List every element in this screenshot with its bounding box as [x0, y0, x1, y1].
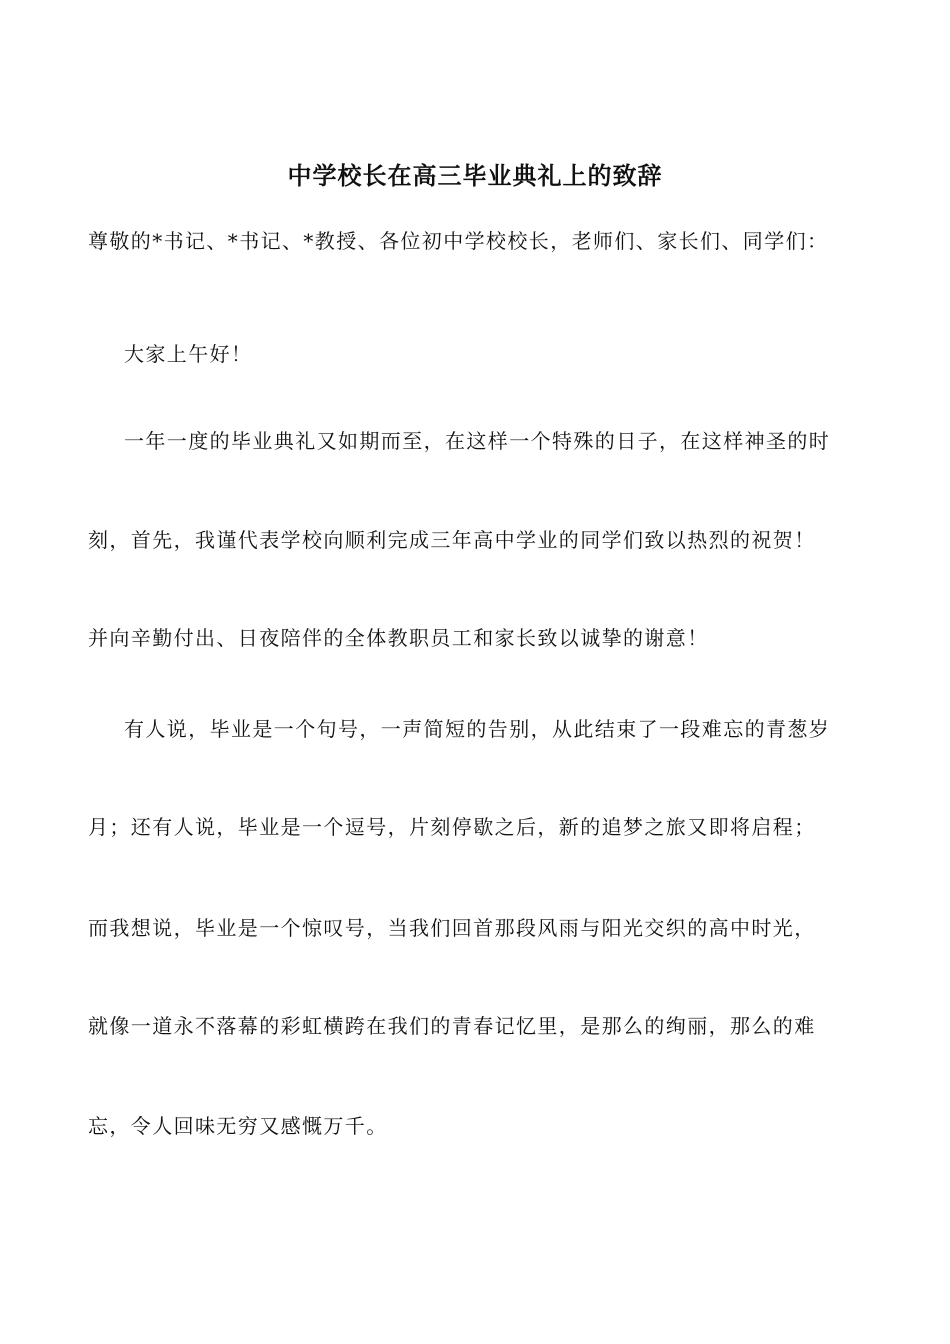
greeting-line: 大家上午好！ — [124, 342, 253, 366]
paragraph-line: 一年一度的毕业典礼又如期而至，在这样一个特殊的日子，在这样神圣的时 — [124, 429, 831, 453]
paragraph-line: 而我想说，毕业是一个惊叹号，当我们回首那段风雨与阳光交织的高中时光， — [88, 916, 816, 940]
paragraph-line: 刻，首先，我谨代表学校向顺利完成三年高中学业的同学们致以热烈的祝贺！ — [88, 528, 816, 552]
paragraph-line: 月；还有人说，毕业是一个逗号，片刻停歇之后，新的追梦之旅又即将启程； — [88, 815, 816, 839]
document-title: 中学校长在高三毕业典礼上的致辞 — [287, 161, 663, 190]
paragraph-line: 并向辛勤付出、日夜陪伴的全体教职员工和家长致以诚挚的谢意！ — [88, 626, 709, 650]
salutation-line: 尊敬的*书记、*书记、*教授、各位初中学校校长，老师们、家长们、同学们： — [88, 229, 829, 253]
paragraph-line: 就像一道永不落幕的彩虹横跨在我们的青春记忆里，是那么的绚丽，那么的难 — [88, 1014, 816, 1038]
paragraph-line: 有人说，毕业是一个句号，一声简短的告别，从此结束了一段难忘的青葱岁 — [124, 717, 831, 741]
paragraph-line: 忘，令人回味无穷又感慨万千。 — [88, 1114, 388, 1138]
